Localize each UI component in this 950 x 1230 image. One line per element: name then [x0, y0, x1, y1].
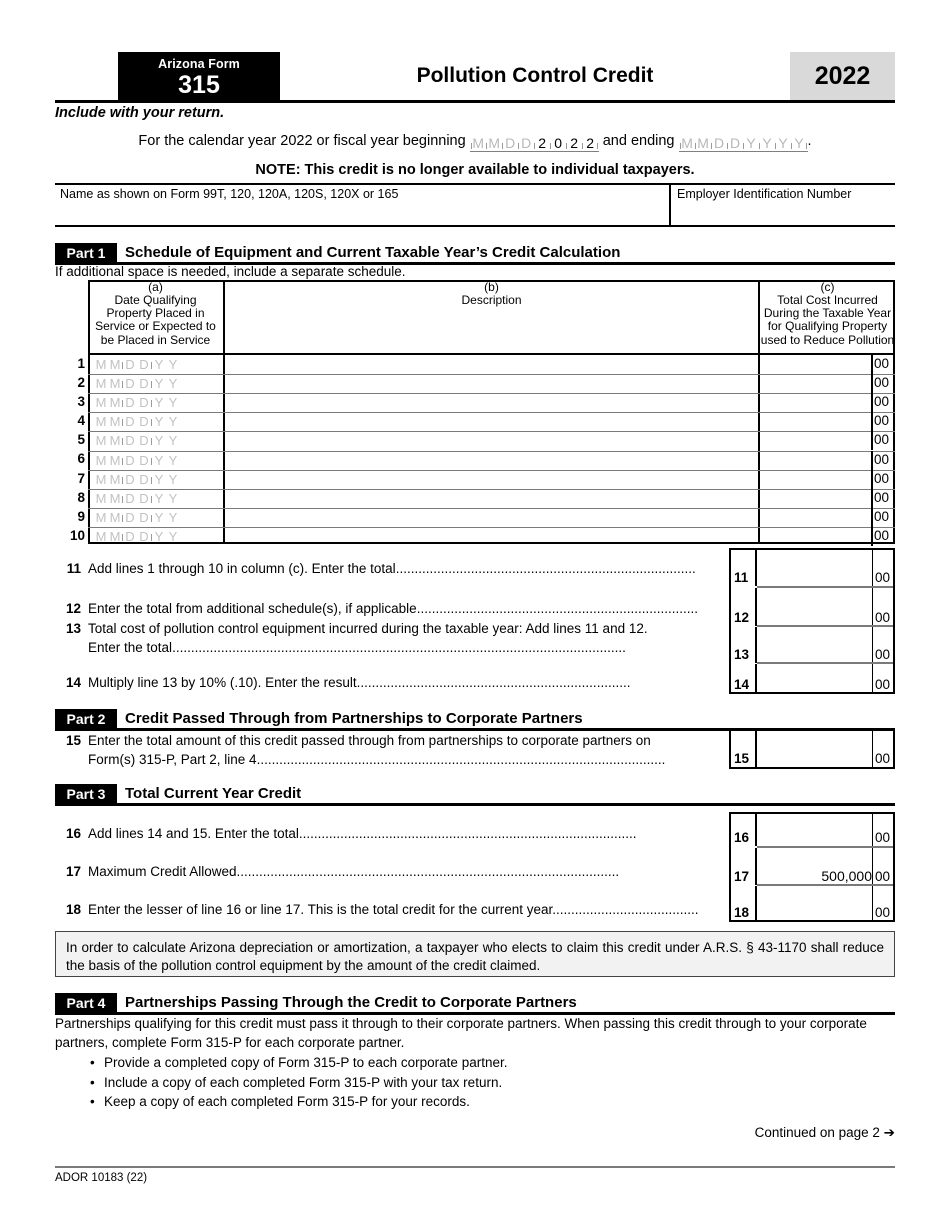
amount-row-15[interactable]	[731, 731, 893, 767]
row-date-digit[interactable]: D	[139, 357, 149, 372]
row-date-digit[interactable]: M	[109, 509, 121, 525]
row-date-digit[interactable]: Y	[168, 376, 178, 392]
part-4-badge: Part 4	[55, 993, 117, 1012]
amount-row-18-cents: 00	[872, 886, 893, 921]
list-item-label: Include a copy of each completed Form 315-P with your tax return.	[104, 1074, 503, 1090]
line-12-text	[88, 601, 698, 616]
bullet-icon: •	[90, 1094, 95, 1109]
date-tick	[806, 143, 807, 149]
line-18-text	[88, 902, 699, 917]
part-2-badge: Part 2	[55, 709, 117, 728]
row-date-field[interactable]	[88, 451, 223, 470]
date-digit[interactable]: D	[521, 135, 532, 151]
line-18-label: Enter the lesser of line 16 or line 17. This is the total credit for the current year	[88, 902, 553, 917]
date-digit[interactable]: 2	[586, 135, 595, 151]
continued-notice: Continued on page 2 ➔	[754, 1125, 895, 1140]
date-digit[interactable]: Y	[778, 135, 788, 151]
list-item-label: Provide a completed copy of Form 315-P to each corporate partner.	[104, 1055, 508, 1070]
row-cents: 00	[874, 451, 890, 467]
row-date-digit[interactable]: M	[95, 414, 107, 430]
table-row[interactable]	[88, 527, 895, 546]
row-date-digit[interactable]: M	[95, 490, 107, 506]
line-11-label: Add lines 1 through 10 in column (c). Enter the total	[88, 561, 396, 576]
amount-row-13[interactable]	[731, 627, 893, 663]
amount-grid-part-2	[729, 729, 895, 769]
row-date-digit[interactable]: D	[139, 433, 149, 449]
row-cents: 00	[874, 413, 890, 429]
amount-row-12[interactable]	[731, 588, 893, 626]
line-15-text-cont	[88, 752, 665, 767]
amount-row-17-value[interactable]: 500,000	[821, 867, 872, 884]
line-15-label-2: Form(s) 315-P, Part 2, line 4	[88, 752, 257, 767]
identification-divider	[669, 185, 671, 225]
row-cents: 00	[874, 527, 890, 543]
ein-field-label: Employer Identification Number	[677, 187, 852, 201]
row-cents: 00	[874, 508, 890, 524]
line-15-label: Enter the total amount of this credit passed through from partnerships to corporate partners on	[88, 733, 651, 748]
line-18-leader: .......................................	[552, 902, 699, 917]
row-number: 7	[77, 470, 85, 486]
agency-label: Arizona Form	[158, 57, 240, 71]
date-digit[interactable]: D	[729, 135, 741, 151]
row-date-digit[interactable]: D	[139, 471, 149, 487]
table-row[interactable]	[88, 393, 895, 412]
row-date-digit[interactable]: Y	[168, 433, 178, 449]
date-digit[interactable]: D	[713, 135, 725, 151]
row-number: 8	[77, 489, 85, 505]
date-digit[interactable]: D	[505, 135, 516, 151]
row-date-digit[interactable]: M	[109, 452, 121, 468]
fiscal-year-middle: and ending	[602, 133, 675, 149]
line-16-leader: ..........................................................................................	[298, 826, 637, 841]
row-date-digit[interactable]: D	[139, 490, 149, 506]
row-date-digit[interactable]: D	[125, 357, 135, 372]
row-date-digit[interactable]: Y	[168, 414, 178, 430]
line-17-label: Maximum Credit Allowed	[88, 864, 237, 879]
row-date-digit[interactable]: D	[139, 452, 149, 468]
amount-row-14-number: 14	[731, 664, 757, 693]
line-17-text	[88, 864, 619, 879]
date-tick	[566, 143, 567, 149]
amount-grid-part-1	[729, 548, 895, 694]
table-row[interactable]	[88, 355, 895, 374]
line-18-number: 18	[65, 902, 81, 917]
fiscal-year-prefix: For the calendar year 2022 or fiscal year beginning	[138, 133, 466, 149]
line-11-number: 11	[66, 561, 81, 576]
row-date-digit[interactable]: Y	[168, 528, 178, 544]
row-date-digit[interactable]: Y	[168, 490, 178, 506]
identification-bottom-border	[55, 225, 895, 227]
date-digit[interactable]: 2	[538, 135, 547, 151]
line-13-text-cont	[88, 640, 626, 655]
amount-row-16-number: 16	[731, 814, 757, 846]
row-date-digit[interactable]: D	[125, 452, 135, 468]
date-tick	[534, 143, 535, 149]
column-c-header	[760, 280, 895, 353]
part-1-subnote: If additional space is needed, include a separate schedule.	[55, 264, 406, 279]
row-date-digit[interactable]: M	[95, 471, 107, 487]
amount-row-17-cents: 00	[872, 848, 893, 885]
amount-row-12-cents: 00	[872, 588, 893, 626]
row-date-digit[interactable]: Y	[154, 452, 164, 468]
column-a-header	[88, 280, 223, 353]
table-row[interactable]	[88, 470, 895, 489]
date-digit[interactable]: 2	[570, 135, 579, 151]
date-tick	[791, 143, 792, 149]
line-16-number: 16	[65, 826, 81, 841]
row-date-digit[interactable]: D	[125, 414, 135, 430]
row-date-field[interactable]	[88, 412, 223, 431]
tax-year-badge: 2022	[790, 52, 895, 100]
fiscal-year-suffix: .	[807, 133, 812, 149]
amount-row-14-cents: 00	[872, 664, 893, 693]
row-date-digit[interactable]: M	[109, 433, 121, 449]
date-digit[interactable]: M	[472, 135, 485, 151]
row-date-digit[interactable]: M	[109, 414, 121, 430]
column-a-letter: (a)	[148, 280, 163, 294]
row-date-field[interactable]	[88, 374, 223, 393]
table-row[interactable]	[88, 508, 895, 527]
row-date-digit[interactable]: M	[95, 395, 107, 411]
amount-row-16[interactable]	[731, 814, 893, 846]
column-a-line-2: Property Placed in	[106, 306, 205, 321]
part-1-header	[55, 243, 895, 263]
part-3-badge: Part 3	[55, 784, 117, 803]
row-cents: 00	[874, 394, 890, 410]
form-number-badge	[118, 52, 280, 100]
amount-grid-part-3	[729, 812, 895, 922]
row-date-field[interactable]	[88, 527, 223, 546]
bullet-icon: •	[90, 1055, 95, 1070]
amount-row-11-cents: 00	[872, 550, 893, 586]
row-date-field[interactable]	[88, 489, 223, 508]
row-cents: 00	[874, 432, 890, 448]
date-digit[interactable]: M	[681, 135, 693, 151]
table-row[interactable]	[88, 431, 895, 450]
fiscal-year-line	[55, 133, 895, 152]
row-number-column	[55, 354, 85, 545]
amount-row-13-cents: 00	[872, 627, 893, 663]
part-4-header	[55, 993, 895, 1013]
row-cents: 00	[874, 375, 890, 391]
column-c-line-2: During the Taxable Year	[763, 306, 892, 321]
include-with-return-note: Include with your return.	[55, 105, 225, 121]
column-c-line-3: for Qualifying Property	[767, 319, 888, 334]
line-14-number: 14	[65, 675, 81, 690]
table-row[interactable]	[88, 489, 895, 508]
amount-row-14[interactable]	[731, 664, 893, 693]
part-3-header	[55, 784, 895, 804]
identification-block	[55, 183, 895, 227]
date-tick	[759, 143, 760, 149]
page-title: Pollution Control Credit	[416, 64, 654, 87]
amount-row-16-cents: 00	[872, 814, 893, 846]
date-digit[interactable]: M	[697, 135, 709, 151]
row-date-digit[interactable]: D	[125, 509, 135, 525]
list-item	[90, 1092, 507, 1112]
line-16-text	[88, 826, 636, 841]
row-date-digit[interactable]: M	[109, 357, 121, 372]
row-cents: 00	[874, 356, 890, 371]
table-row[interactable]	[88, 412, 895, 431]
form-revision-code: ADOR 10183 (22)	[55, 1172, 148, 1184]
date-tick	[518, 143, 519, 149]
row-date-field[interactable]	[88, 508, 223, 527]
row-date-digit[interactable]: M	[95, 452, 107, 468]
row-number: 10	[69, 527, 85, 543]
line-16-label: Add lines 14 and 15. Enter the total	[88, 826, 299, 841]
row-date-digit[interactable]: D	[125, 471, 135, 487]
eligibility-note: NOTE: This credit is no longer available to individual taxpayers.	[255, 162, 695, 178]
date-tick	[502, 143, 503, 149]
part-4-title: Partnerships Passing Through the Credit to Corporate Partners	[125, 994, 577, 1011]
line-12-label: Enter the total from additional schedule(s), if applicable	[88, 601, 417, 616]
row-date-digit[interactable]: D	[139, 528, 149, 544]
row-date-digit[interactable]: Y	[168, 471, 178, 487]
date-tick	[597, 143, 598, 149]
row-date-digit[interactable]: M	[95, 528, 107, 544]
date-tick	[550, 143, 551, 149]
line-12-leader: ...........................................................................	[416, 601, 698, 616]
column-b-letter: (b)	[484, 280, 499, 294]
row-number: 1	[77, 356, 85, 371]
row-date-digit[interactable]: M	[109, 528, 121, 544]
date-tick	[582, 143, 583, 149]
row-date-digit[interactable]: M	[109, 471, 121, 487]
depreciation-note-box	[55, 931, 895, 977]
amount-row-15-number: 15	[731, 731, 757, 767]
row-date-digit[interactable]: M	[95, 433, 107, 449]
row-date-digit[interactable]: M	[95, 509, 107, 525]
row-date-digit[interactable]: M	[95, 357, 107, 372]
row-date-digit[interactable]: Y	[154, 509, 164, 525]
date-digit[interactable]: Y	[794, 135, 804, 151]
table-row[interactable]	[88, 451, 895, 470]
line-13-label: Total cost of pollution control equipment incurred during the taxable year: Add lines 11 and 12.	[88, 621, 648, 636]
date-tick	[775, 143, 776, 149]
column-c-line-4: used to Reduce Pollution	[760, 332, 895, 347]
list-item-label: Keep a copy of each completed Form 315-P for your records.	[104, 1094, 470, 1109]
line-15-number: 15	[65, 733, 81, 748]
row-date-digit[interactable]: Y	[154, 357, 164, 372]
row-date-digit[interactable]: Y	[154, 471, 164, 487]
row-date-digit[interactable]: D	[125, 490, 135, 506]
row-date-digit[interactable]: Y	[154, 376, 164, 392]
line-12-number: 12	[65, 601, 81, 616]
date-tick	[695, 143, 696, 149]
list-item	[90, 1073, 507, 1093]
row-date-digit[interactable]: M	[109, 490, 121, 506]
row-cents: 00	[874, 489, 890, 505]
row-date-digit[interactable]: Y	[168, 395, 178, 411]
row-date-digit[interactable]: M	[109, 376, 121, 392]
part-2-title: Credit Passed Through from Partnerships to Corporate Partners	[125, 710, 583, 727]
row-number: 3	[77, 394, 85, 410]
date-tick	[711, 143, 712, 149]
column-b-line-1: Description	[461, 293, 522, 307]
line-14-leader: .........................................................................	[356, 675, 631, 690]
amount-row-11-number: 11	[731, 550, 757, 586]
row-date-digit[interactable]: D	[125, 376, 135, 392]
depreciation-note-text: In order to calculate Arizona depreciation or amortization, a taxpayer who elects to claim this credit under A.R.S. § 43-1170 shall reduce the basis of the pollution control equipment by the amount of the credit claimed.	[66, 940, 884, 973]
column-a-line-1: Date Qualifying	[114, 293, 197, 307]
line-17-leader: ......................................................................................................	[236, 864, 620, 879]
date-tick	[743, 143, 744, 149]
line-13-number: 13	[65, 621, 81, 636]
row-date-digit[interactable]: D	[125, 528, 135, 544]
amount-row-15-cents: 00	[872, 731, 893, 767]
part-1-title: Schedule of Equipment and Current Taxable Year’s Credit Calculation	[125, 244, 621, 261]
row-date-field[interactable]	[88, 470, 223, 489]
row-date-digit[interactable]: M	[95, 376, 107, 392]
amount-row-17-number: 17	[731, 848, 757, 885]
line-13-leader: .........................................................................................................................	[172, 640, 626, 655]
column-a-line-3: Service or Expected to	[95, 319, 216, 334]
row-date-digit[interactable]: D	[125, 395, 135, 411]
column-b-header	[225, 280, 758, 353]
row-number: 5	[77, 432, 85, 448]
part-3-title: Total Current Year Credit	[125, 785, 302, 802]
part-1-badge: Part 1	[55, 243, 117, 262]
row-date-digit[interactable]: D	[139, 509, 149, 525]
line-15-leader: .............................................................................................................	[256, 752, 666, 767]
date-digit[interactable]: 0	[554, 135, 563, 151]
row-date-digit[interactable]: D	[125, 433, 135, 449]
line-11-text	[88, 561, 696, 576]
row-date-digit[interactable]: M	[109, 395, 121, 411]
amount-row-17[interactable]	[731, 848, 893, 885]
date-digit[interactable]: Y	[762, 135, 772, 151]
row-date-digit[interactable]: Y	[154, 490, 164, 506]
line-14-text	[88, 675, 630, 690]
column-c-letter: (c)	[820, 280, 835, 294]
part-3-underline	[55, 803, 895, 806]
list-item	[90, 1053, 507, 1073]
amount-row-11[interactable]	[731, 550, 893, 586]
row-number: 9	[77, 508, 85, 524]
form-number: 315	[178, 71, 220, 99]
row-date-field[interactable]	[88, 393, 223, 412]
part-4-bullet-list	[90, 1053, 507, 1112]
row-date-digit[interactable]: Y	[154, 528, 164, 544]
line-13-label-2: Enter the total	[88, 640, 173, 655]
row-date-digit[interactable]: D	[139, 395, 149, 411]
row-date-digit[interactable]: D	[139, 414, 149, 430]
row-date-digit[interactable]: Y	[154, 395, 164, 411]
name-field-label: Name as shown on Form 99T, 120, 120A, 120S, 120X or 165	[60, 187, 399, 201]
identification-top-border	[55, 183, 895, 185]
row-date-digit[interactable]: Y	[168, 509, 178, 525]
part-4-paragraph-line-2: partners, complete Form 315-P for each corporate partner.	[55, 1035, 405, 1050]
row-number: 6	[77, 451, 85, 467]
date-tick	[486, 143, 487, 149]
row-date-digit[interactable]: D	[139, 376, 149, 392]
header-rule	[55, 100, 895, 103]
date-digit[interactable]: M	[488, 135, 501, 151]
date-tick	[727, 143, 728, 149]
amount-row-13-number: 13	[731, 627, 757, 663]
column-c-line-1: Total Cost Incurred	[777, 293, 878, 307]
row-number: 4	[77, 413, 85, 429]
part-4-paragraph	[55, 1014, 895, 1052]
equipment-schedule-table	[88, 280, 895, 544]
table-row[interactable]	[88, 374, 895, 393]
bullet-icon: •	[90, 1074, 95, 1090]
begin-date-field[interactable]	[470, 135, 599, 152]
amount-row-18[interactable]	[731, 886, 893, 921]
part-2-header	[55, 709, 895, 729]
date-digit[interactable]: Y	[746, 135, 756, 151]
column-a-line-4: be Placed in Service	[100, 332, 211, 347]
amount-row-18-number: 18	[731, 886, 757, 921]
form-header	[55, 52, 895, 101]
table-header-row	[88, 280, 895, 353]
row-date-digit[interactable]: Y	[154, 414, 164, 430]
row-date-digit[interactable]: Y	[168, 357, 178, 372]
end-date-field[interactable]	[679, 135, 808, 152]
part-4-paragraph-line-1: Partnerships qualifying for this credit must pass it through to their corporate partners. When passing this credit through to your corporate	[55, 1016, 867, 1031]
footer-rule	[55, 1166, 895, 1168]
line-17-number: 17	[65, 864, 81, 879]
line-14-label: Multiply line 13 by 10% (.10). Enter the result	[88, 675, 357, 690]
row-date-field[interactable]	[88, 431, 223, 450]
amount-row-12-number: 12	[731, 588, 757, 626]
row-number: 2	[77, 375, 85, 391]
row-date-field[interactable]	[88, 355, 223, 374]
row-cents: 00	[874, 470, 890, 486]
line-11-leader: ................................................................................	[395, 561, 696, 576]
row-date-digit[interactable]: Y	[168, 452, 178, 468]
row-date-digit[interactable]: Y	[154, 433, 164, 449]
